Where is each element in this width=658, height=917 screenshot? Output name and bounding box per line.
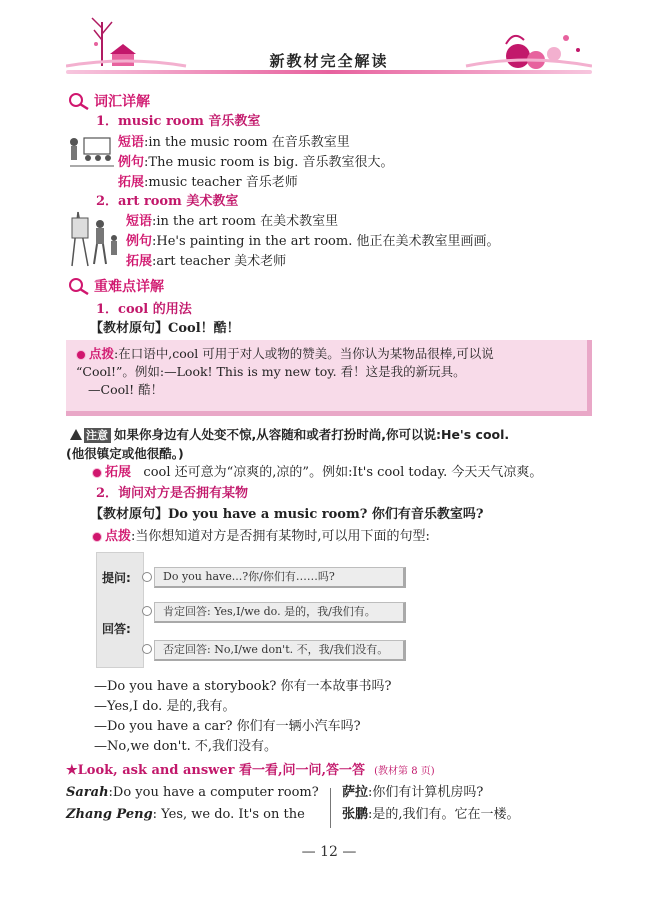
bullet-icon — [76, 350, 86, 360]
notice-line-1 — [70, 426, 509, 444]
source-label: 【教材原句】 — [90, 507, 169, 522]
example-line: —Do you have a storybook? 你有一本故事书吗? — [94, 679, 392, 694]
vocab-item2-example: :He's painting in the art room. 他正在美术教室里画画。 — [152, 234, 500, 249]
vocab-item2-phrase-row — [126, 213, 338, 231]
dialogue-right-1 — [342, 784, 483, 802]
answer-label: 回答: — [102, 622, 131, 636]
point2-source: Do you have a music room? 你们有音乐教室吗? — [168, 507, 484, 522]
speaker-name: Zhang Peng — [66, 807, 153, 822]
example-label: 例句 — [126, 234, 153, 249]
connector-icon — [142, 606, 152, 616]
vocab-item2-title: 2．art room 美术教室 — [96, 194, 239, 209]
extend-label: 拓展 — [118, 175, 145, 190]
example-label: 例句 — [118, 155, 145, 170]
tip-line-3: —Cool! 酷！ — [88, 382, 164, 397]
vocab-item2-extend: :art teacher 美术老师 — [152, 254, 287, 269]
vocab-heading-row — [68, 91, 150, 111]
keypoints-heading: 重难点详解 — [94, 279, 164, 295]
page-number: — 12 — — [301, 844, 357, 860]
pattern-question: Do you have...?你/你们有……吗? — [154, 567, 406, 588]
sentence-pattern-diagram — [96, 552, 408, 670]
header-title: 新教材完全解读 — [269, 52, 389, 70]
magnifier-icon — [68, 277, 90, 295]
pattern-no-answer: 否定回答: No,I/we don't. 不，我/我们没有。 — [154, 640, 406, 661]
vocab-item2-phrase: :in the art room 在美术教室里 — [152, 214, 339, 229]
vocab-heading: 词汇详解 — [94, 94, 150, 110]
pattern-yes-answer: 肯定回答: Yes,I/we do. 是的，我/我们有。 — [154, 602, 406, 623]
tip-line-1 — [76, 345, 494, 362]
point2-tip: :当你想知道对方是否拥有某物时,可以用下面的句型: — [131, 529, 430, 544]
bullet-icon — [92, 532, 102, 542]
example-line: —Do you have a car? 你们有一辆小汽车吗? — [94, 719, 361, 734]
vocab-item2-example-row — [126, 233, 499, 251]
extend-label: 拓展 — [105, 465, 132, 480]
dialogue-left-1 — [66, 784, 319, 802]
tip-line-2: “Cool!”。例如:—Look! This is my new toy. 看！这是我的新玩具。 — [76, 364, 466, 379]
connector-icon — [142, 644, 152, 654]
point2-title: 2．询问对方是否拥有某物 — [96, 486, 249, 501]
vocab-item1-extend-row — [118, 174, 298, 192]
keypoints-heading-row — [68, 276, 164, 296]
dialogue-line: : Yes, we do. It's on the — [152, 807, 305, 822]
source-label: 【教材原句】 — [90, 321, 169, 336]
tip-label: 点拨 — [89, 346, 115, 361]
vocab-item1-example: :The music room is big. 音乐教室很大。 — [144, 155, 394, 170]
music-room-illustration — [66, 130, 116, 168]
dialogue-line: :你们有计算机房吗? — [368, 785, 484, 800]
tip-text-1: :在口语中,cool 可用于对人或物的赞美。当你认为某物品很棒,可以说 — [114, 346, 494, 361]
vocab-item1-example-row — [118, 154, 394, 172]
notice-text-1: 如果你身边有人处变不惊,从容随和或者打扮时尚,你可以说:He's cool. — [114, 427, 510, 442]
page-header — [66, 14, 592, 84]
example-line: —No,we don't. 不,我们没有。 — [94, 739, 278, 754]
dialogue-line: :是的,我们有。它在一楼。 — [368, 807, 520, 822]
dialogue-left-2 — [66, 806, 305, 824]
phrase-label: 短语 — [118, 135, 145, 150]
point1-title: 1．cool 的用法 — [96, 302, 192, 317]
magnifier-icon — [68, 92, 90, 110]
header-band — [66, 70, 592, 74]
tip-box — [66, 340, 592, 416]
art-room-illustration — [66, 208, 124, 270]
point2-source-row — [90, 506, 483, 524]
ask-label: 提问: — [102, 571, 131, 585]
column-divider — [330, 788, 331, 828]
look-ask-source: (教材第 8 页) — [374, 766, 435, 777]
notice-label: 注意 — [84, 428, 111, 443]
vocab-item2-extend-row — [126, 253, 286, 271]
point2-tip-row — [92, 528, 430, 546]
notice-line-2: (他很镇定或他很酷。) — [66, 446, 184, 461]
speaker-name: 张鹏 — [342, 807, 369, 822]
look-ask-heading-row — [66, 762, 435, 781]
point1-source-row — [90, 320, 240, 338]
dialogue-line: :Do you have a computer room? — [108, 785, 319, 800]
tip-label: 点拨 — [105, 529, 132, 544]
warning-icon — [70, 429, 82, 440]
extend-label: 拓展 — [126, 254, 153, 269]
phrase-label: 短语 — [126, 214, 153, 229]
point1-extend-row — [92, 464, 542, 482]
connector-icon — [142, 572, 152, 582]
vocab-item1-phrase-row — [118, 134, 350, 152]
point1-extend: cool 还可意为“凉爽的,凉的”。例如:It's cool today. 今天天气凉爽。 — [143, 465, 543, 480]
example-line: —Yes,I do. 是的,我有。 — [94, 699, 236, 714]
vocab-item1-phrase: :in the music room 在音乐教室里 — [144, 135, 350, 150]
bullet-icon — [92, 468, 102, 478]
point1-source: Cool！酷！ — [168, 321, 240, 336]
vocab-item1-extend: :music teacher 音乐老师 — [144, 175, 298, 190]
dialogue-right-2 — [342, 806, 520, 824]
speaker-name: Sarah — [66, 785, 109, 800]
speaker-name: 萨拉 — [342, 785, 369, 800]
look-ask-heading: ★Look, ask and answer 看一看,问一问,答一答 — [66, 763, 366, 778]
vocab-item1-title: 1．music room 音乐教室 — [96, 114, 261, 129]
